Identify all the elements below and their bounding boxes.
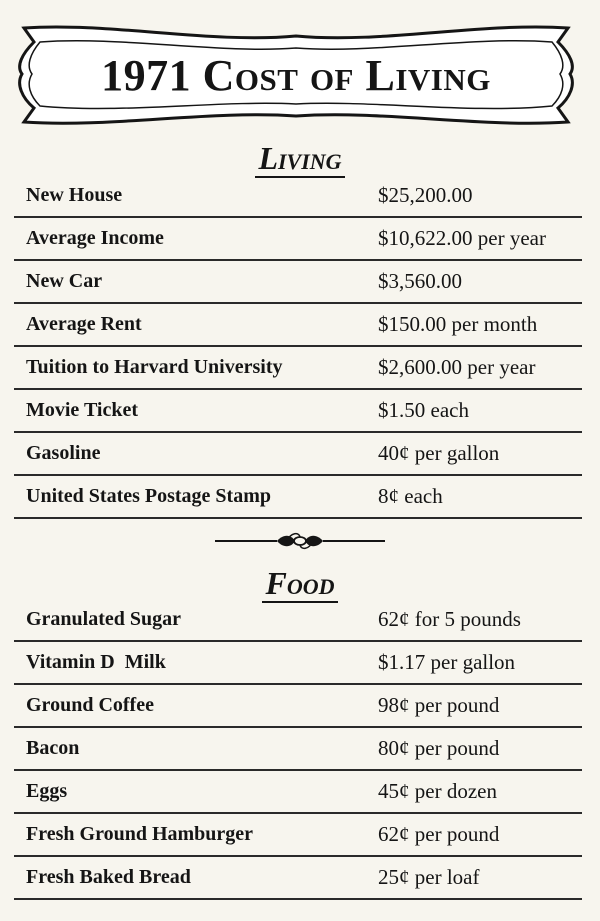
item-label: United States Postage Stamp	[26, 485, 271, 507]
item-price: 98¢ per pound	[378, 693, 500, 717]
item-label: Ground Coffee	[26, 694, 154, 716]
food-table	[14, 599, 582, 900]
page-title: 1971 Cost of Living	[101, 50, 491, 100]
item-label: New House	[26, 184, 123, 206]
item-price: 8¢ each	[378, 484, 443, 508]
item-price: $25,200.00	[378, 183, 473, 207]
section-heading-living	[0, 140, 600, 177]
item-price: 40¢ per gallon	[378, 441, 500, 465]
item-label: New Car	[26, 270, 103, 292]
table-row	[14, 261, 582, 304]
item-price: $2,600.00 per year	[378, 355, 536, 379]
item-price: $3,560.00	[378, 269, 462, 293]
table-row	[14, 390, 582, 433]
item-label: Gasoline	[26, 442, 101, 464]
table-row	[14, 433, 582, 476]
item-label: Fresh Baked Bread	[26, 866, 191, 888]
item-price: $1.50 each	[378, 398, 469, 422]
item-label: Vitamin D Milk	[26, 651, 166, 673]
ornament-divider-icon	[215, 530, 385, 552]
item-price: $150.00 per month	[378, 312, 538, 336]
table-row	[14, 642, 582, 685]
item-price: 62¢ per pound	[378, 822, 500, 846]
table-row	[14, 218, 582, 261]
item-label: Movie Ticket	[26, 399, 139, 421]
table-row	[14, 814, 582, 857]
item-price: 25¢ per loaf	[378, 865, 480, 889]
table-row	[14, 175, 582, 218]
section-heading-living-text: Living	[255, 140, 344, 178]
item-label: Fresh Ground Hamburger	[26, 823, 254, 845]
table-row	[14, 599, 582, 642]
item-label: Average Rent	[26, 313, 142, 335]
table-row	[14, 857, 582, 900]
living-table	[14, 175, 582, 519]
title-banner	[10, 18, 582, 130]
section-heading-food	[0, 565, 600, 602]
item-label: Bacon	[26, 737, 80, 759]
table-row	[14, 304, 582, 347]
item-label: Tuition to Harvard University	[26, 356, 283, 378]
item-price: $10,622.00 per year	[378, 226, 546, 250]
item-price: 80¢ per pound	[378, 736, 500, 760]
item-label: Average Income	[26, 227, 164, 249]
table-row	[14, 685, 582, 728]
table-row	[14, 476, 582, 519]
item-price: 45¢ per dozen	[378, 779, 497, 803]
section-heading-food-text: Food	[262, 565, 337, 603]
item-label: Eggs	[26, 780, 68, 802]
item-label: Granulated Sugar	[26, 608, 182, 630]
table-row	[14, 347, 582, 390]
item-price: 62¢ for 5 pounds	[378, 607, 521, 631]
table-row	[14, 728, 582, 771]
item-price: $1.17 per gallon	[378, 650, 516, 674]
table-row	[14, 771, 582, 814]
